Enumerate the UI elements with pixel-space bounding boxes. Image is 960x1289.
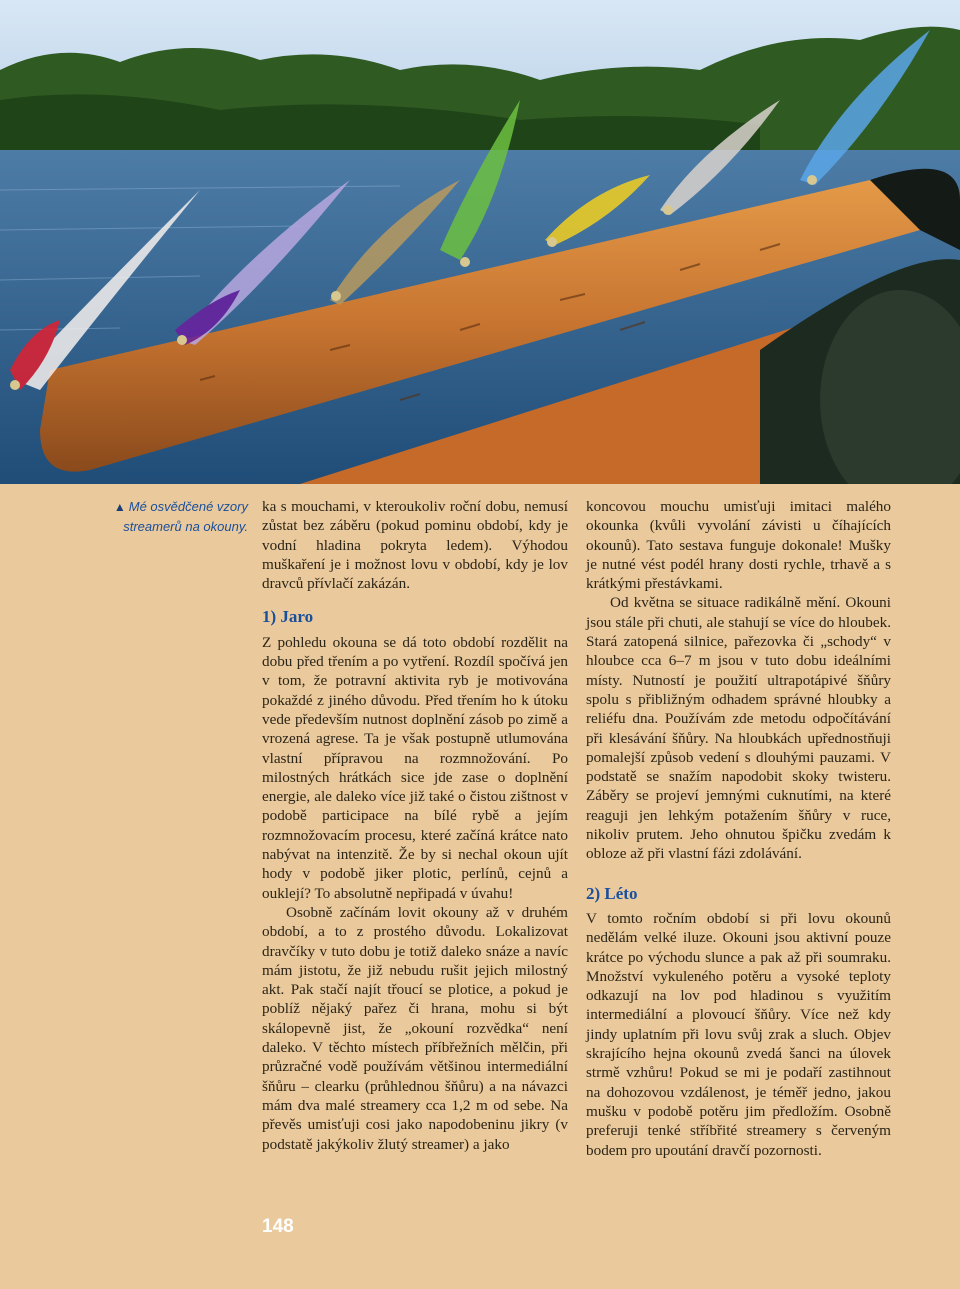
paragraph: koncovou mouchu umisťuji imitaci malého okounka (kvůli vyvolání závisti u číhajících okounů). Tato sestava funguje dokonale! Mušky je nutné vést podél hrany dosti rychle, trhavě a s krátkými přestávkami. [586,498,891,593]
paragraph: Od května se situace radikálně mění. Okouni jsou stále při chuti, ale stahují se více do hloubek. Stará zatopená silnice, pařezovka či „schody“ v hloubce cca 6–7 m jsou v tuto dobu ideálními místy. Nutností je použití ultrapotápivé šňůry spolu s přibližným odhadem správné hloubky a reliéfu dna. Používám zde metodu odpočítávání při klesávání šňůry. Na hloubkách upřednostňuji pomalejší způsob vedení s dlouhými pauzami. V podstatě se snažím napodobit skoky twisteru. Záběry se projeví jemnými cuknutími, na které reaguji jen lehkým potažením šňůry v ruce, nikoliv prutem. Jeho ohnutou špičku zvedám k obloze až při vlastní fázi zdolávání. [586,594,891,863]
paragraph: V tomto ročním období si při lovu okounů nedělám velké iluze. Okouni jsou aktivní pouze krátce po východu slunce a pak až při soumraku. Množství vykuleného potěru a vysoké teploty odkazují na lov pod hladinou s využitím intermediální a plovoucí šňůry. Více než kdy jindy uplatním při lovu svůj zrak a sluch. Objev skrajícího hejna okounů zvedá šanci na úlovek strmě vzhůru! Pokud se mi je podaří zastihnout na dohozovou vzdálenost, je téměř jedno, jakou mušku v podobě potěru jim předložím. Osobně preferuji tenké stříbřité streamery s červeným bodem pro upoutání dravčí pozornosti. [586,909,891,1159]
triangle-marker-icon: ▲ [113,500,126,514]
paragraph: Osobně začínám lovit okouny až v druhém období, a to z prostého důvodu. Lokalizovat dravčíky v tuto dobu je totiž daleko snáze a navíc mám jistotu, že již nebudu rušit jejich milostný akt. Pak stačí najít třoucí se plotice, a pokud je poblíž nějaký pařez či hrana, mohu si být skálopevně jist, že „okouní rozvědka“ není daleko. V těchto místech příbřežních mělčin, při průzračné vodě používám většinou intermediální šňůru – clearku (průhlednou šňůru) a na návazci mám dva malé streamery cca 1,2 m od sebe. Na převěs umisťuji cosi jako napodobeninu jikry (v podstatě jakýkoliv žlutý streamer) a jako [262,903,568,1153]
text-column-left [262,497,568,1154]
paragraph: Z pohledu okouna se dá toto období rozdělit na dobu před třením a po vytření. Rozdíl spočívá jen v tom, že potravní aktivita ryb je motivována pokaždé z jiného důvodu. Před třením ho k útoku vede především nutnost doplnění zásob po zimě a vrozená agrese. Ta je však postupně utlumována vlastní přípravou na rozmnožování. Po milostných hrátkách sice jde zase o doplnění energie, ale daleko více již také o čistou zištnost v podobě participace na bílé rybě a jejím rozmnožovacím procesu, které začíná krátce nato nabývat na intenzitě. Že by si nechal okoun ujít hody v podobě jiker plotic, perlínů, cejnů a ouklejí? To absolutně nepřipadá v úvahu! [262,633,568,902]
text-column-right [586,497,891,1160]
paragraph: ka s mouchami, v kteroukoliv roční dobu, nemusí zůstat bez záběru (pokud pominu období, kdy je vodní hladina pokryta ledem). Výhodou muškaření je i možnost lovu v období, kdy je lov dravců přívlačí zakázán. [262,498,568,593]
caption-text: Mé osvědčené vzory streamerů na okouny. [123,499,248,534]
section-heading-summer: 2) Léto [586,883,638,903]
fishing-photo [0,0,960,484]
section-heading-spring: 1) Jaro [262,607,314,627]
photo-caption [88,497,248,536]
page-number: 148 [262,1216,294,1237]
